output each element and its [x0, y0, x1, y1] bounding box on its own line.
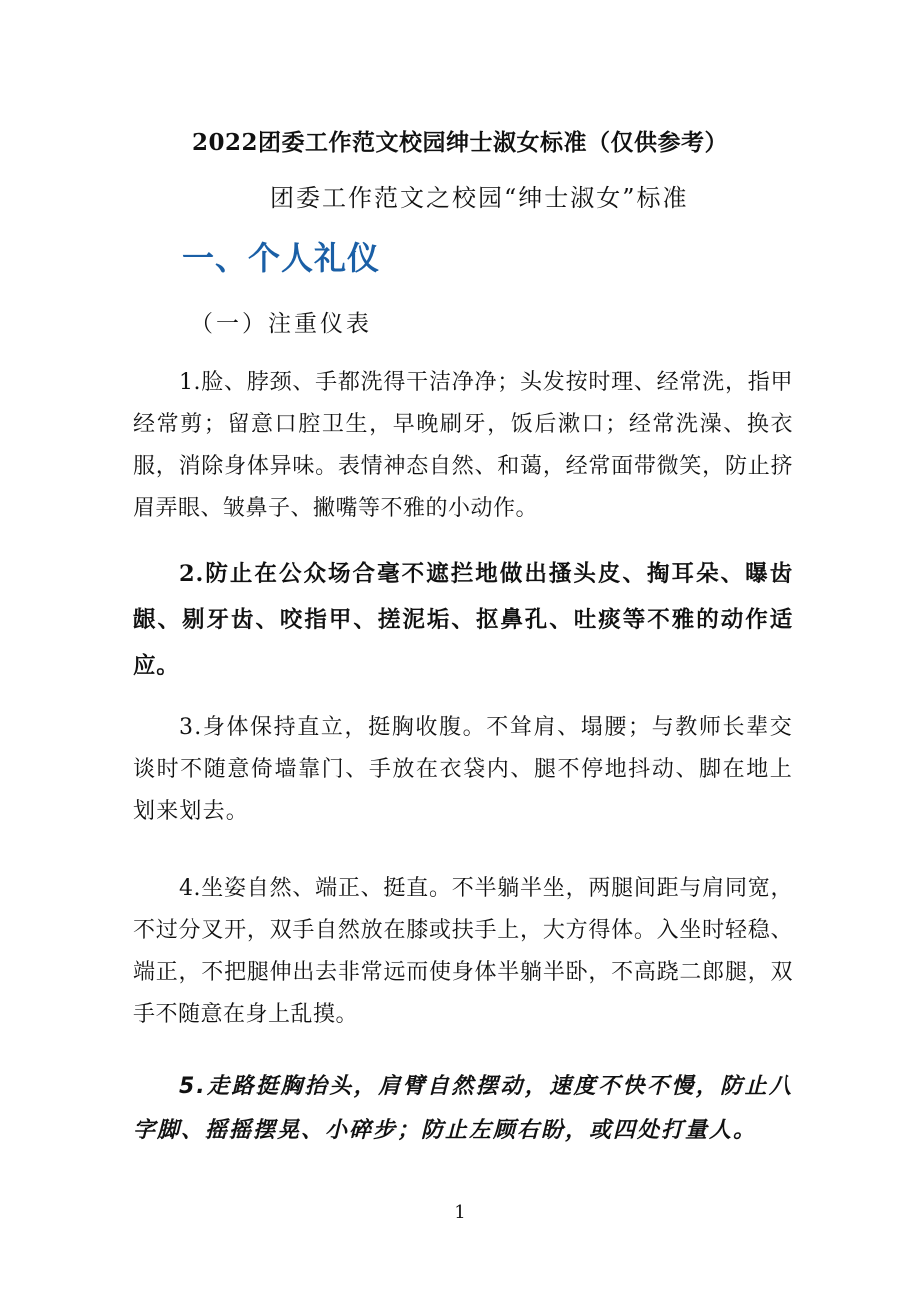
- subsection-heading: （一）注重仪表: [190, 311, 372, 337]
- paragraph-1: 1.脸、脖颈、手都洗得干洁净净；头发按时理、经常洗，指甲经常剪；留意口腔卫生，早晚刷牙，饭后漱口；经常洗澡、换衣服，消除身体异味。表情神态自然、和蔼，经常面带微笑，防止挤眉弄眼、皱鼻子、撇嘴等不雅的小动作。: [133, 370, 793, 521]
- paragraph-3: 3.身体保持直立，挺胸收腹。不耸肩、塌腰；与教师长辈交谈时不随意倚墙靠门、手放在衣袋内、腿不停地抖动、脚在地上划来划去。: [133, 715, 793, 824]
- page-number: 1: [454, 1202, 466, 1223]
- paragraph-2: 2.防止在公众场合毫不遮拦地做出搔头皮、掏耳朵、曝齿龈、剔牙齿、咬指甲、搓泥垢、抠鼻孔、吐痰等不雅的动作适应。: [133, 561, 793, 679]
- paragraph-5: 5.走路挺胸抬头，肩臂自然摆动，速度不快不慢，防止八字脚、摇摇摆晃、小碎步；防止左顾右盼，或四处打量人。: [133, 1074, 793, 1143]
- document-title: 2022团委工作范文校园绅士淑女标准（仅供参考）: [191, 129, 728, 156]
- section-heading: 一、个人礼仪: [182, 239, 381, 277]
- document-subtitle: 团委工作范文之校园“绅士淑女”标准: [270, 184, 689, 212]
- paragraph-4: 4.坐姿自然、端正、挺直。不半躺半坐，两腿间距与肩同宽，不过分叉开，双手自然放在膝或扶手上，大方得体。入坐时轻稳、端正，不把腿伸出去非常远而使身体半躺半卧，不高跷二郎腿，双手不随意在身上乱摸。: [133, 876, 793, 1027]
